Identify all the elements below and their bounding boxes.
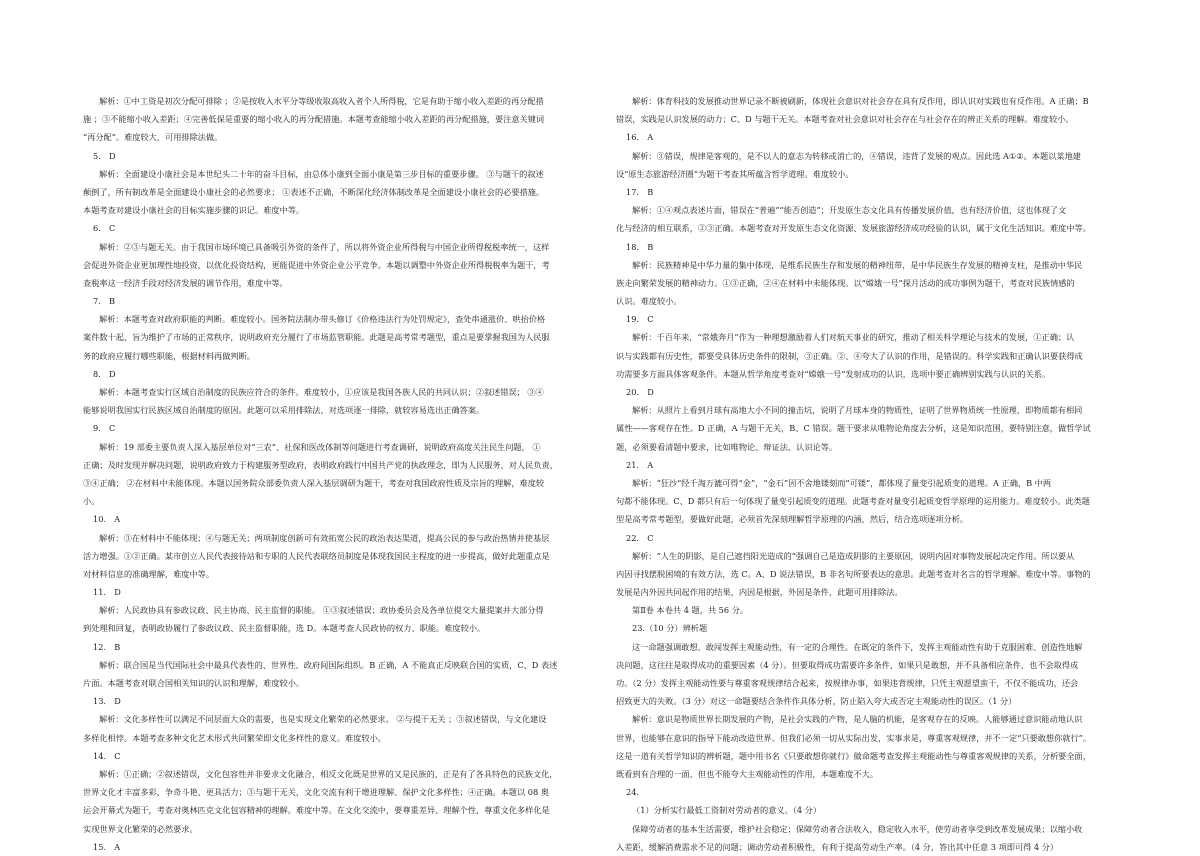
text-line: 23.（10 分）辨析题 [632,623,708,634]
text-line: 认识。难度较小。 [616,296,682,307]
text-line: 功需要多方面具体客观条件。本题从哲学角度考查对“嫦娥一号”发射成功的认识，选项中要正确辨别实践与认识的关系。 [616,368,1051,379]
text-line: 片面。本题考查对联合国相关知识的认识和理解，难度较小。 [83,678,305,688]
answer-number-line: 5. D [93,150,116,161]
text-line: 颠倒了，所有制改革是全面建设小康社会的必然要求； ①表述不正确，不断深化经济体制改革是全面建设小康社会的必要措施。 [83,186,545,197]
text-line: 解析：全面建设小康社会是本世纪头二十年的奋斗目标，由总体小康到全面小康是第三步目标的重要步骤。 ③与题干的叙述 [99,168,544,179]
answer-number-line: 17. B [626,186,654,197]
text-line: 型是高考常考题型，要做好此题，必须首先深刻理解哲学原理的内涵，然后，结合选项逐项分析。 [616,514,969,525]
text-line: 世界，也能够在意识的指导下能动改造世界。但我们必须一切从实际出发，实事求是，尊重客观规律，并不一定“只要敢想你就行”。 [616,732,1092,743]
text-line: 句都不能体现。C、D 都只有后一句体现了量变引起质变的道理。此题考查对量变引起质变哲学原理的运用能力。难度较小。此类题 [616,496,1090,507]
answer-number-line: 22. C [626,532,654,543]
answer-number-line: 10. A [93,514,121,525]
text-line: “再分配”。难度较大，可用排除法做。 [83,132,223,143]
text-line: 解析：②③与题无关。由于我国市场环境已具备吸引外资的条件了，所以将外资企业所得税与中国企业所得税税率统一，这样 [99,241,550,252]
text-line: 解析：19 部委主要负责人深入基层单位对“三农”、社保和医改体制等问题进行考查调研，说明政府高度关注民生问题， ① [99,441,541,452]
text-line: 解析：①正确；②叙述错误，文化包容性并非要求文化融合，相反文化既是世界的又是民族的，正是有了各具特色的民族文化， [99,768,558,779]
text-line: 解析：①④观点表述片面，错误在“普遍”“能否创造”；开发原生态文化具有传播发展价值，也有经济价值，这也体现了文 [632,205,1067,216]
text-line: 会促进外资企业更加理性地投资，以优化投资结构，更能促进中外资企业公平竞争。本题以调整中外资企业所得税税率为题干，考 [83,259,550,270]
answer-number-line: 24. [626,787,640,798]
text-line: 务的政府应履行哪些职能，根据材料再做判断。 [83,350,255,361]
text-line: 发展是内外因共同起作用的结果，内因是根据，外因是条件，此题可用排除法。 [616,587,903,598]
text-line: 到处理和回复，表明政协履行了参政议政、民主监督职能，选 D。本题考查人民政协的权力、职能。难度较小。 [83,623,486,634]
answer-number-line: 20. D [626,387,654,397]
answer-number-line: 7. B [93,296,116,307]
text-line: 解析：本题考查实行区域自治制度的民族应符合的条件。难度较小，①应该是我国各族人民的共同认识；②叙述错误； ③④ [99,387,544,397]
text-line: 解析：千百年来，“常娥奔月”作为一种理想激励着人们对航天事业的研究，推动了相关科学理论与技术的发展，①正确；认 [632,332,1075,343]
text-line: 决问题，这往往是取得成功的重要因素（4 分）。但要取得成功需要许多条件，如果只是敢想，并不具备相应条件，也不会取得成 [616,659,1079,670]
text-line: 解析：①中工资是初次分配可排除 ；②是按收入水平分等级收取高收入者个人所得税，它是有助于缩小收入差距的再分配措 [99,96,544,106]
answer-number-line: 21. A [626,459,654,470]
answer-number-line: 18. B [626,241,654,252]
answer-number-line: 12. B [93,641,121,652]
text-line: 保障劳动者的基本生活需要，维护社会稳定；保障劳动者合法收入，稳定收入水平，使劳动者享受到改革发展成果；以缩小收 [632,823,1083,834]
text-line: 实现世界文化繁荣的必然要求。 [83,823,198,834]
text-line: 案件数十起，旨为维护了市场的正常秩序，说明政府充分履行了市场监管职能。此题是高考常考题型，重点是要掌握我国为人民服 [83,332,550,343]
text-line: 解析：从照片上看到月球有高地大小不同的撞击坑，说明了月球本身的物质性，证明了世界物质统一性原理，即物质都有相同 [632,405,1083,416]
text-line: 这一命题强调敢想、敢闯发挥主观能动性，有一定的合理性。在既定的条件下，发挥主观能动性有助于克服困难、创造性地解 [632,641,1083,652]
answer-number-line: 14. C [93,750,121,761]
text-line: 识与实践都有历史性，都要受具体历史条件的限制，③正确。②、④夸大了认识的作用，是错误的。科学实践和正确认识要获得成 [616,350,1083,361]
text-line: 设“原生态旅游经济圈”为题干考查其所蕴含哲学道理。难度较小。 [616,168,854,179]
text-line: 查税率这一经济手段对经济发展的调节作用，难度中等。 [83,277,288,288]
text-line: 解析：意识是物质世界长期发展的产物，是社会实践的产物，是人脑的机能，是客观存在的反映。人能够通过意识能动地认识 [632,714,1083,725]
text-line: 解析：本题考查对政府职能的判断。难度较小。国务院法制办带头修订《价格违法行为处罚规定》，查处串通涨价、哄抬价格 [99,314,546,325]
text-line: 活力增强。①②正确。某市创立人民代表接待站和专职的人民代表联络员制度是体现我国民主程度的进一步提高，做好此题重点是 [83,550,550,561]
text-line: 这是一道有关哲学知识的辨析题，题中用书名《只要敢想你就行》做命题考查发挥主观能动性与尊重客观规律的关系，分析要全面， [616,750,1091,761]
text-line: 错误，实践是认识发展的动力；C、D 与题干无关。本题考查对社会意识对社会存在与社会存在的辨正关系的理解。难度较小。 [616,114,1074,125]
answer-number-line: 19. C [626,314,654,325]
answer-number-line: 8. D [93,368,116,379]
text-line: 解析：民族精神是中华力量的集中体现，是维系民族生存和发展的精神纽带，是中华民族生存发展的精神支柱，是推动中华民 [632,259,1083,270]
text-line: 运会开幕式为题干，考查对奥林匹克文化包容精神的理解。难度中等。在文化交流中，要尊重差异、理解个性，尊重文化多样化是 [83,805,550,816]
text-line: 多样化相悖。本题考查多种文化艺术形式共同繁荣即文化多样性的意义。难度较小。 [83,732,386,743]
text-line: （1）分析实行最低工资制对劳动者的意义。（4 分） [632,805,822,816]
text-line: ③④正确； ②在材料中未能体现。本题以国务院众部委负责人深入基层调研为题干，考查对我国政府性质及宗旨的理解，难度较 [83,477,545,488]
text-line: 入差距，缓解消费需求不足的问题；调动劳动者积极性，有利于提高劳动生产率。（4 分，答出其中任意 3 项即可得 4 分） [616,841,1059,852]
text-line: 内因寻找摆脱困境的有效方法，选 C。A、D 说法错误，B 非名句所要表达的意思。此题考查对名言的哲学理解。难度中等。事物的 [616,568,1091,579]
text-line: 解析：人民政协具有参政议政、民主协商、民主监督的职能。 ①③叙述错误；政协委员会及各单位提交大量提案并大部分得 [99,605,544,616]
text-line: 施 ；③不能缩小收入差距；④完善低保是重要的缩小收入的再分配措施。本题考查能缩小收入差距的再分配措施，要注意关键词 [83,114,545,125]
answer-number-line: 6. C [93,223,116,234]
answer-number-line: 9. C [93,423,116,434]
right-column [616,92,1122,856]
text-line: 对材料信息的准确理解，难度中等。 [83,568,215,579]
text-line: 解析：③错误，规律是客观的，是不以人的意志为转移或消亡的，④错误，违背了发展的观点。因此选 A①②。本题以某地建 [632,150,1081,161]
text-line: 本题考查对建设小康社会的目标实施步骤的识记。难度中等。 [83,205,305,216]
text-line: 功。（2 分）发挥主观能动性要与尊重客观规律结合起来，按规律办事，如果违背规律，只凭主观愿望蛮干，不仅不能成功，还会 [616,678,1079,688]
answer-number-line: 16. A [626,132,654,143]
text-line: 解析：“狂沙”经千淘万漉可得“金”，“金石”因不舍地镂刻而“可镂”，都体现了量变引起质变的道理。A 正确，B 中两 [632,477,1052,488]
text-line: 解析：文化多样性可以满足不同层面大众的需要，也是实现文化繁荣的必然要求。 ②与提干无关 ；③叙述错误，与文化建设 [99,714,547,725]
text-line: 招致更大的失败。（3 分）对这一命题要结合条件作具体分析，防止陷入夸大或否定主观能动性的误区。（1 分） [616,696,1017,707]
text-line: 能够说明我国实行民族区域自治制度的原因。此题可以采用排除法，对选项逐一排除，就较容易选出正确答案。 [83,405,485,416]
answer-number-line: 13. D [93,696,121,707]
text-line: 属性——客观存在性。D 正确，A 与题干无关，B、C 错误。题干要求从唯物论角度去分析，这是知识范围，要特别注意，做哲学试 [616,423,1091,434]
text-line: 小。 [83,496,100,507]
text-line: 既看到有合理的一面，但也不能夸大主观能动性的作用，本题难度不大。 [616,768,879,779]
text-line: 题，必须要看清题中要求，比如唯物论、辩证法、认识论等。 [616,441,838,452]
text-line: 族走向繁荣发展的精神动力。①③正确，②④在材料中未能体现。以“嫦娥一号”探月活动的成功事例为题干，考查对民族情感的 [616,277,1075,288]
text-line: 化与经济的相互联系，②③正确。本题考查对开发原生态文化资源、发展旅游经济成功经验的认识，属于文化生活知识。难度中等。 [616,223,1091,234]
text-line: 世界文化才丰富多彩，争奇斗艳、更具活力；③与题干无关，文化交流有利于增进理解、保护文化多样性；④正确。本题以 08 奥 [83,787,549,798]
text-line: 解析：“人生的阴影，是自己遮挡阳光造成的”强调自己是造成阴影的主要原因，说明内因对事物发展起决定作用。所以要从 [632,550,1075,561]
text-line: 解析：③在材料中不能体现；④与题无关；两项制度创新可有效拓宽公民的政治表达渠道，提高公民的参与政治热情并使基层 [99,532,550,543]
answer-number-line: 15. A [93,841,121,852]
text-line: 解析：体育科技的发展推动世界记录不断被刷新，体现社会意识对社会存在具有反作用，即认识对实践也有反作用。A 正确；B [632,96,1089,106]
text-line: 第Ⅱ卷 本卷共 4 题，共 56 分。 [632,605,749,616]
text-line: 正确；及时发现并解决问题，说明政府致力于构建服务型政府，表明政府践行中国共产党的执政理念，即为人民服务，对人民负责， [83,459,558,470]
left-column [83,92,589,856]
text-line: 解析：联合国是当代国际社会中最具代表性的、世界性、政府间国际组织。B 正确，A 不能真正反映联合国的实质，C、D 表述 [99,659,558,670]
answer-number-line: 11. D [93,587,121,598]
